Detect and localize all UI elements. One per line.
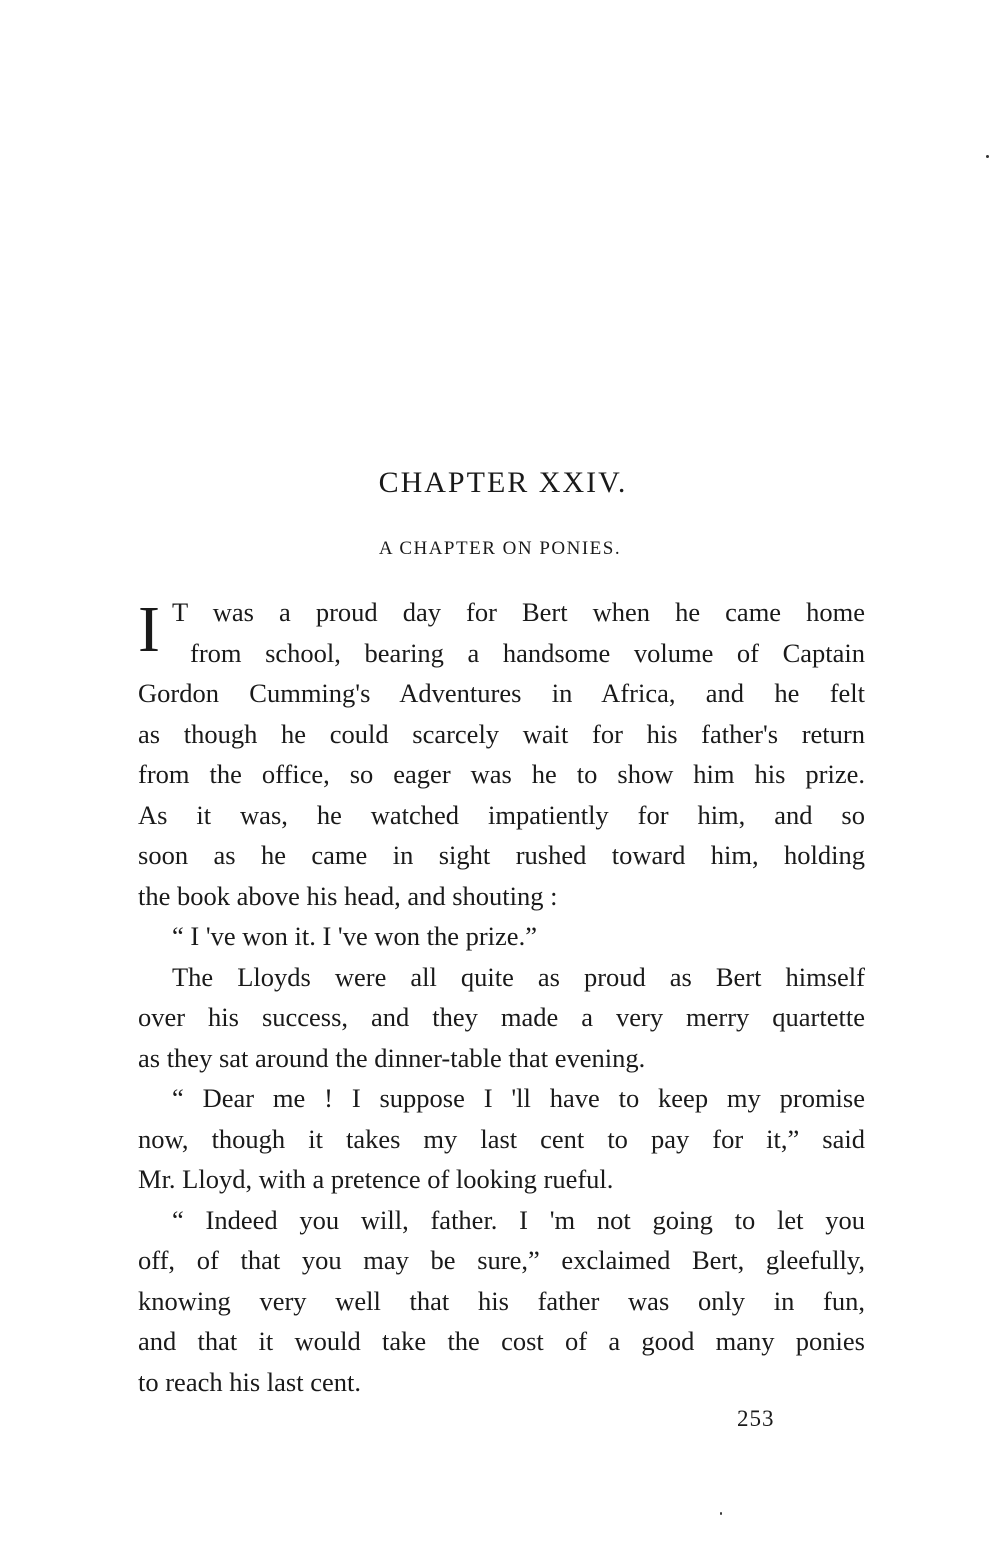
scan-speck — [986, 155, 989, 158]
page-number: 253 — [737, 1406, 775, 1431]
text-line: as though he could scarcely wait for his father's return — [138, 718, 865, 749]
text-line: Mr. Lloyd, with a pretence of looking rueful. — [138, 1164, 614, 1194]
text-line: as they sat around the dinner-table that evening. — [138, 1042, 646, 1073]
chapter-subtitle: A CHAPTER ON PONIES. — [378, 538, 622, 559]
body-text — [138, 592, 865, 1402]
text-line: soon as he came in sight rushed toward him, holding — [138, 840, 865, 870]
scan-speck — [720, 1512, 722, 1515]
text-line: to reach his last cent. — [138, 1366, 361, 1397]
text-line: from school, bearing a handsome volume of Captain — [190, 637, 865, 668]
text-line: “ Dear me ! I suppose I 'll have to keep my promise — [172, 1083, 865, 1113]
text-line: Gordon Cumming's Adventures in Africa, and he felt — [138, 678, 865, 708]
text-line: “ I 've won it. I 've won the prize.” — [172, 921, 537, 951]
text-line: knowing very well that his father was only in fun, — [138, 1285, 865, 1316]
text-line: The Lloyds were all quite as proud as Bert himself — [172, 961, 865, 992]
text-line: from the office, so eager was he to show him his prize. — [138, 759, 865, 789]
drop-cap: I — [138, 593, 160, 666]
text-line: As it was, he watched impatiently for him, and so — [138, 799, 865, 830]
text-line: off, of that you may be sure,” exclaimed Bert, gleefully, — [138, 1245, 865, 1275]
text-line: and that it would take the cost of a good many ponies — [138, 1326, 865, 1356]
text-line: the book above his head, and shouting : — [138, 880, 558, 911]
text-line: “ Indeed you will, father. I 'm not going to let you — [172, 1204, 865, 1235]
text-line: T was a proud day for Bert when he came home — [172, 597, 865, 627]
chapter-title: CHAPTER XXIV. — [378, 466, 628, 499]
text-line: over his success, and they made a very merry quartette — [138, 1002, 865, 1032]
text-line: now, though it takes my last cent to pay for it,” said — [138, 1123, 865, 1154]
